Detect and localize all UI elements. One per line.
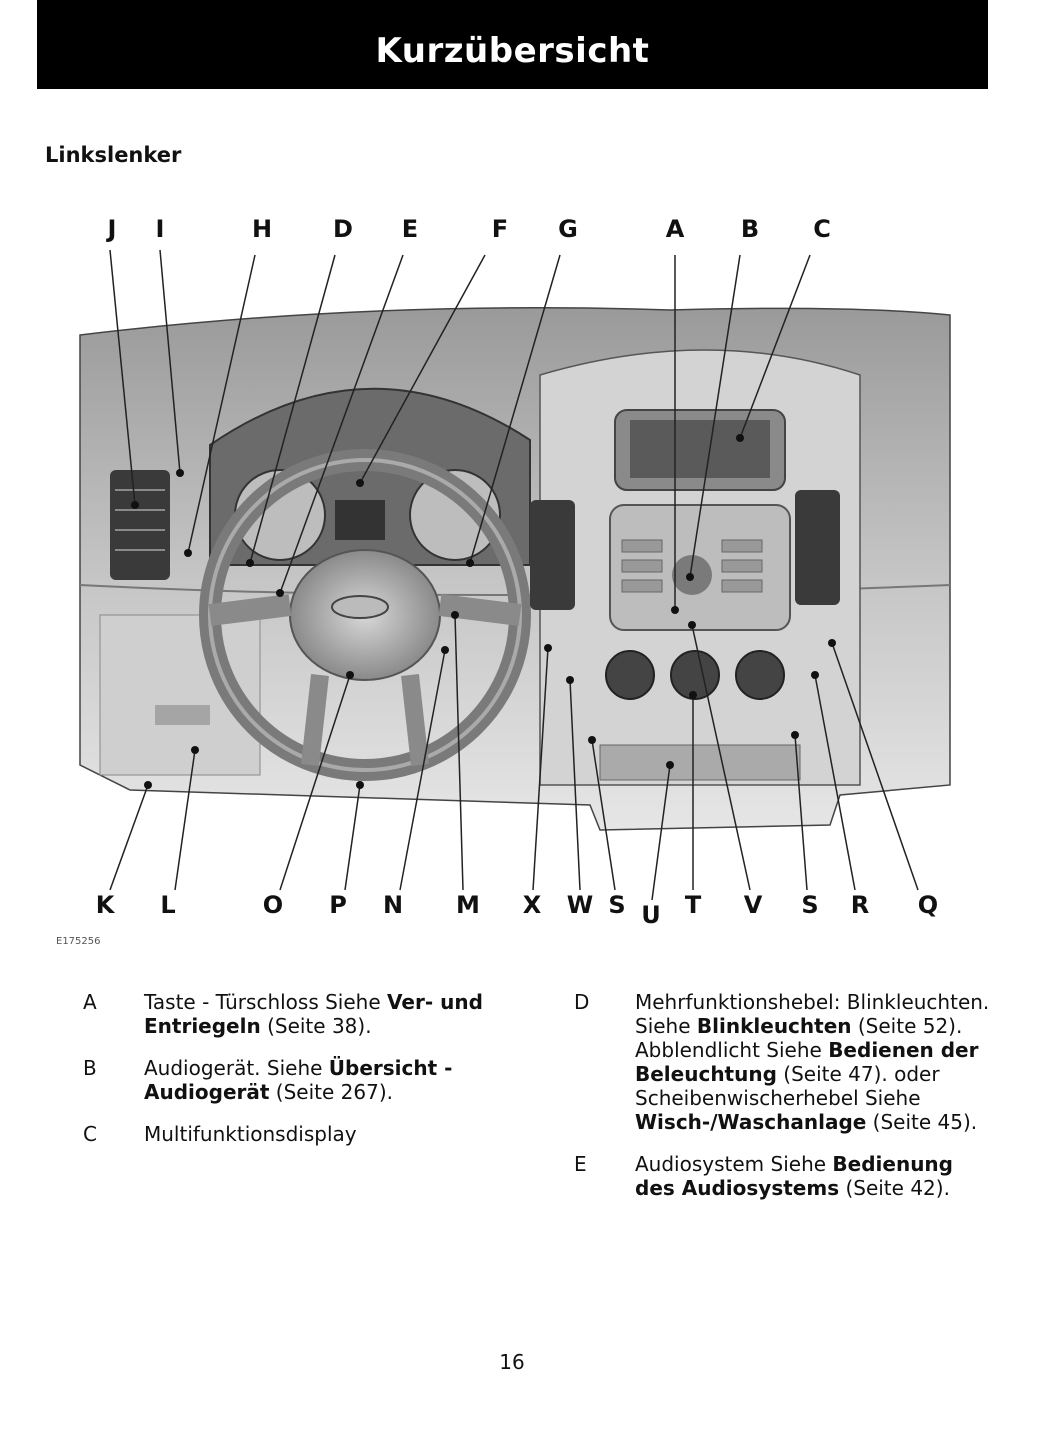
left-air-vent (110, 470, 170, 580)
callout-label-top: C (813, 215, 831, 243)
callout-label-bottom: T (684, 891, 702, 919)
callout-label-top: H (251, 215, 273, 243)
callout-label-top: D (333, 215, 353, 243)
legend-description: Mehrfunktionshebel: Blinkleuchten. Siehe Blinkleuchten (Seite 52). Abblendlicht Siehe Bedienen der Beleuchtung (Seite 47). oder Scheibenwischerhebel Siehe Wisch-/Waschanlage (Seite 45). (635, 990, 990, 1134)
legend-letter: E (574, 1152, 587, 1176)
legend-letter: B (83, 1056, 97, 1080)
callout-label-bottom: K (95, 891, 115, 919)
legend-description: Multifunktionsdisplay (144, 1122, 357, 1146)
legend-letter: A (83, 990, 97, 1014)
legend-letter: C (83, 1122, 97, 1146)
callout-label-bottom: S (801, 891, 819, 919)
callout-label-top: B (740, 215, 760, 243)
legend-item (83, 1122, 483, 1146)
callout-label-top: G (558, 215, 578, 243)
callout-label-bottom: L (160, 891, 176, 919)
page-number: 16 (499, 1350, 525, 1374)
callout-label-top: I (155, 215, 165, 243)
legend-item (574, 1152, 994, 1200)
callout-label-bottom: X (522, 891, 542, 919)
legend-left (83, 990, 483, 1164)
callout-label-bottom: W (566, 891, 594, 919)
page-title: Kurzübersicht (375, 31, 650, 71)
callout-label-bottom: O (262, 891, 284, 919)
callout-label-top: E (401, 215, 419, 243)
callout-label-bottom: R (850, 891, 870, 919)
callout-label-bottom: Q (917, 891, 939, 919)
section-heading: Linkslenker (45, 143, 182, 167)
callout-label-bottom: M (456, 891, 480, 919)
legend-letter: D (574, 990, 590, 1014)
callout-label-top: J (107, 215, 117, 243)
header-bar (37, 0, 988, 89)
legend-right (574, 990, 994, 1218)
callout-label-bottom: N (382, 891, 404, 919)
top-callout-labels (106, 215, 831, 243)
legend-item (83, 1056, 483, 1104)
center-right-vent (795, 490, 840, 605)
callout-label-top: F (491, 215, 509, 243)
legend-description: Taste - Türschloss Siehe Ver- und Entriegeln (Seite 38). (144, 990, 483, 1038)
dashboard-illustration (70, 205, 980, 955)
legend-item (574, 990, 994, 1134)
legend-description: Audiogerät. Siehe Übersicht - Audiogerät (Seite 267). (144, 1056, 453, 1104)
callout-label-bottom: S (608, 891, 626, 919)
hood-release (155, 705, 210, 725)
center-left-vent (530, 500, 575, 610)
callout-label-bottom: U (641, 901, 661, 929)
bottom-callout-labels (96, 891, 939, 929)
callout-label-top: A (665, 215, 685, 243)
legend-description: Audiosystem Siehe Bedienung des Audiosystems (Seite 42). (635, 1152, 953, 1200)
figure-code: E175256 (56, 936, 101, 947)
callout-label-bottom: P (329, 891, 347, 919)
legend-item (83, 990, 483, 1038)
callout-label-bottom: V (743, 891, 763, 919)
